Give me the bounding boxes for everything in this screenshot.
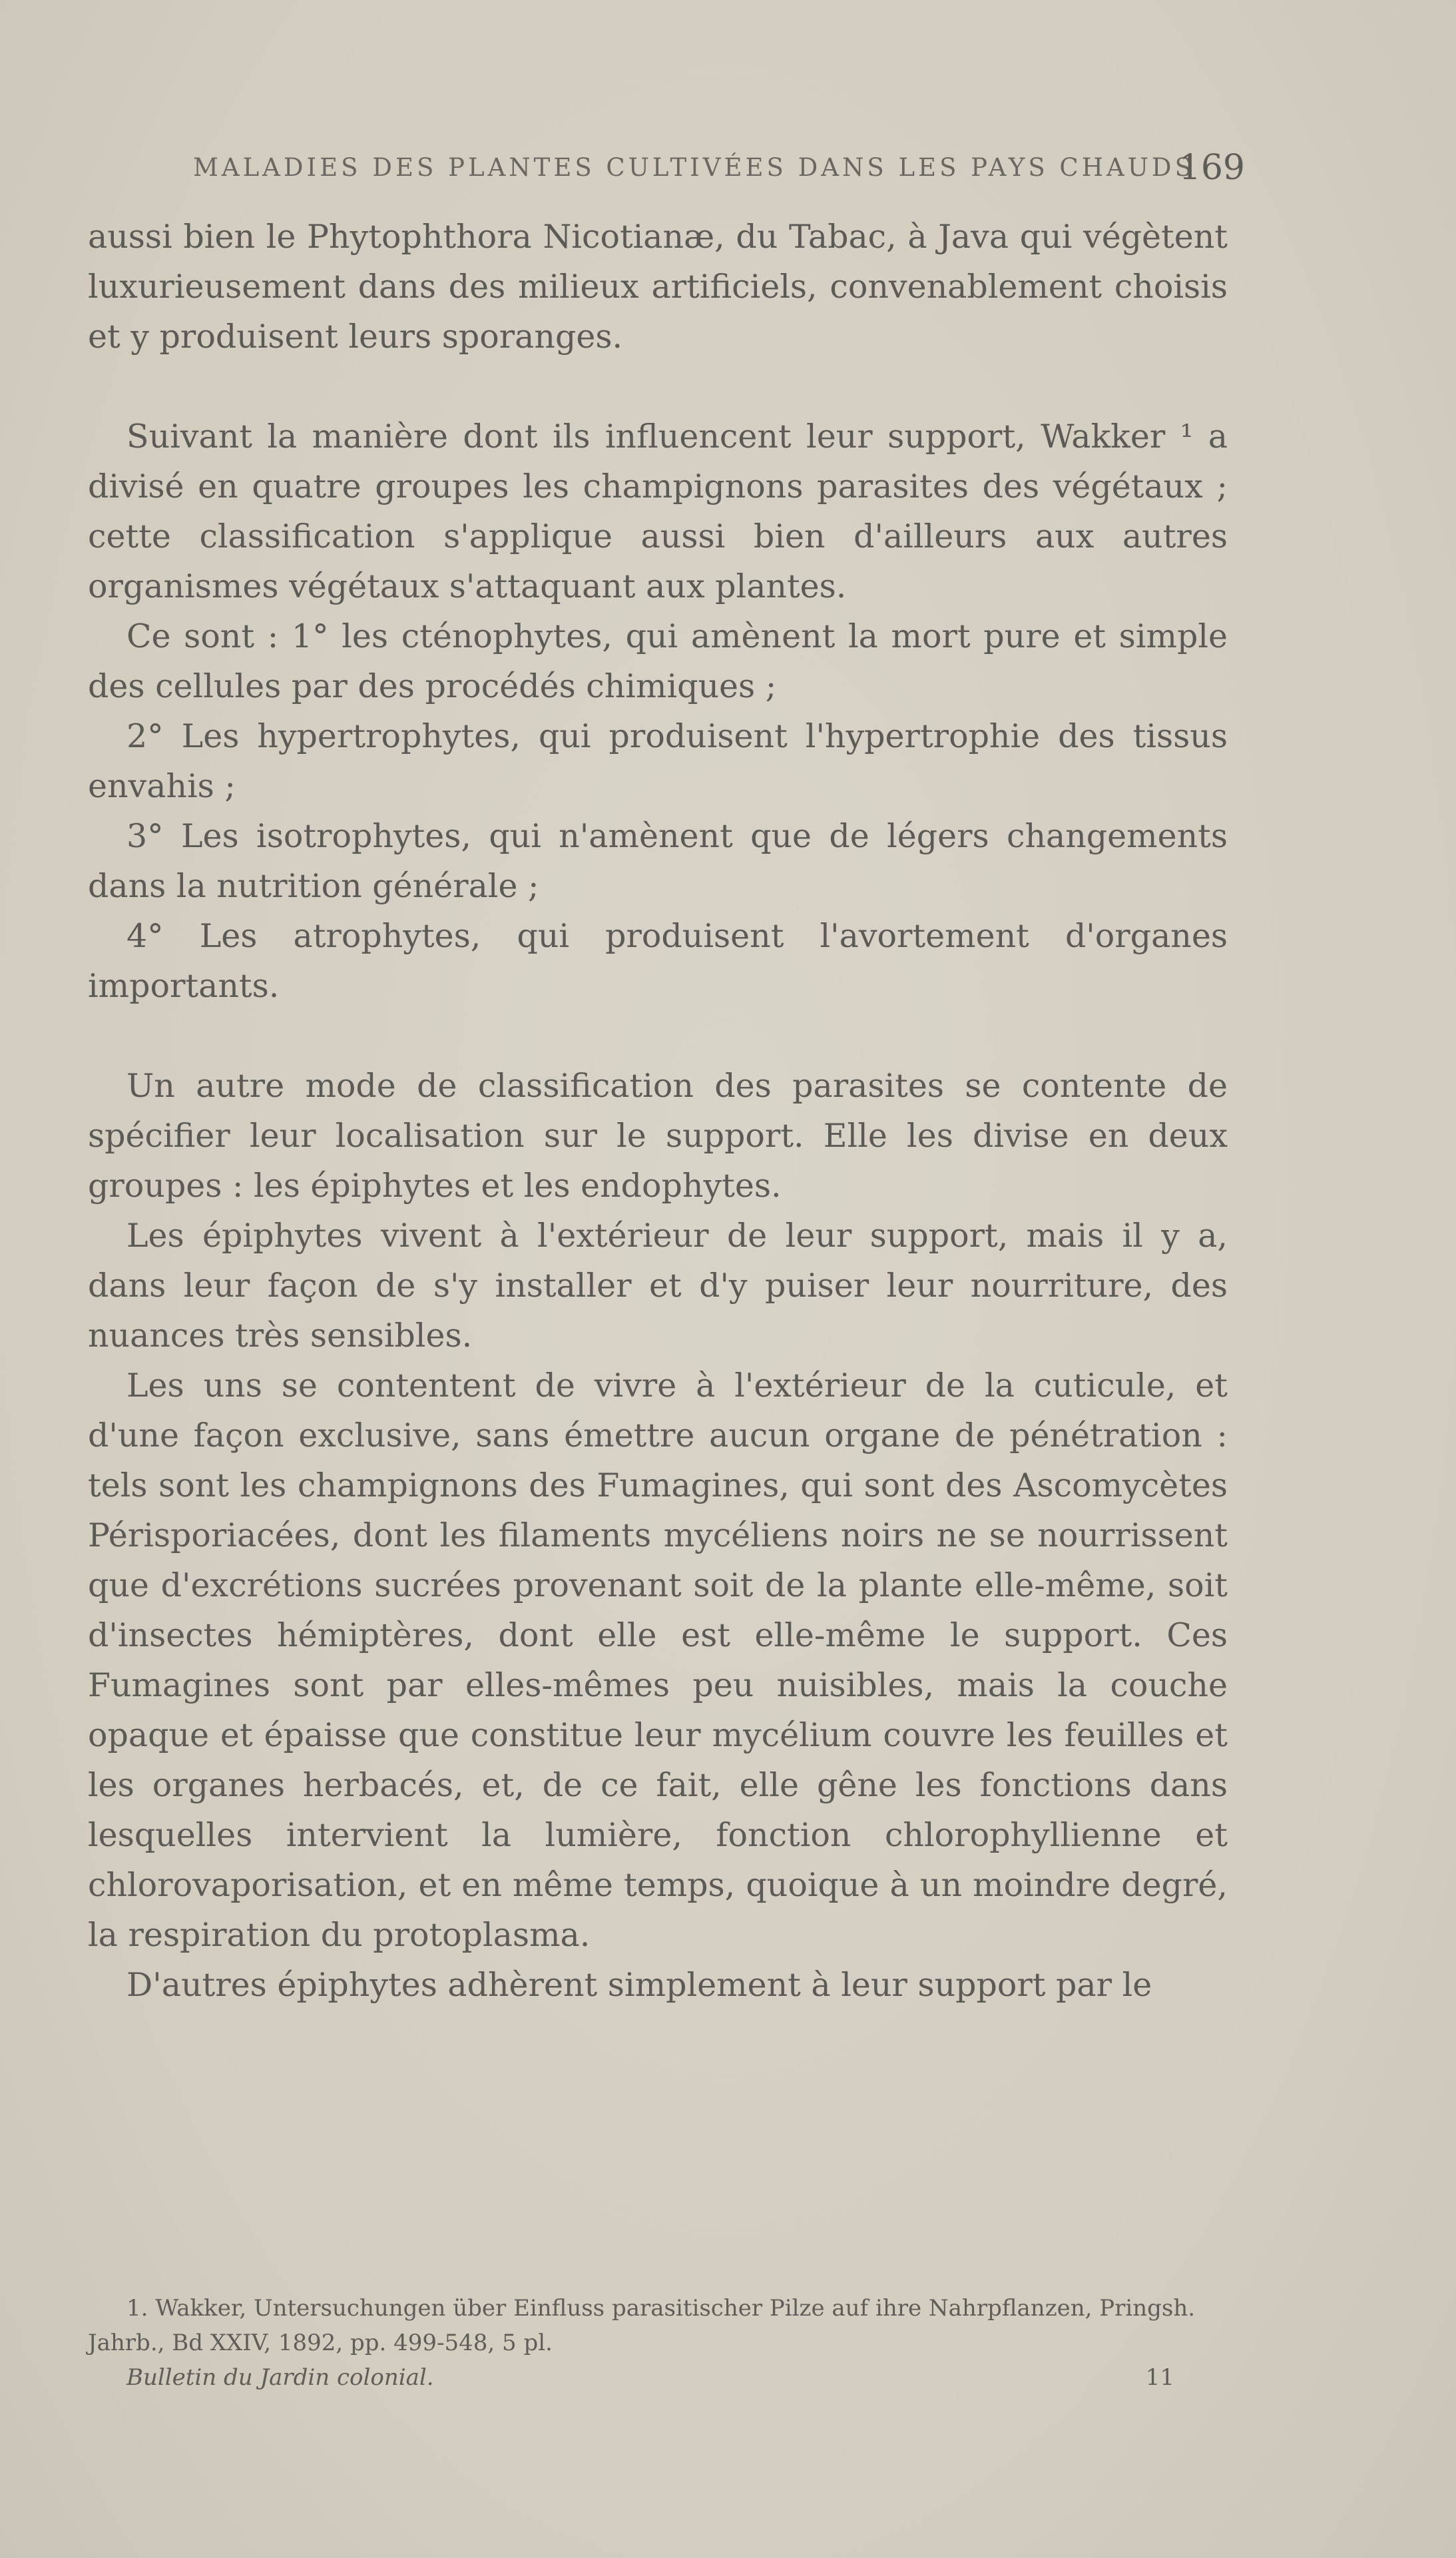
body-text	[88, 212, 1228, 2010]
signature-title: Bulletin du Jardin colonial.	[126, 2364, 434, 2391]
paragraph: 3° Les isotrophytes, qui n'amènent que de légers changements dans la nutrition générale ;	[88, 817, 1228, 905]
paragraph: Les épiphytes vivent à l'extérieur de leur support, mais il y a, dans leur façon de s'y installer et d'y puiser leur nourriture, des nuances très sensibles.	[88, 1217, 1228, 1355]
page-number: 169	[1178, 148, 1245, 188]
paragraph: 4° Les atrophytes, qui produisent l'avortement d'organes importants.	[88, 917, 1228, 1005]
paragraph: Les uns se contentent de vivre à l'extérieur de la cuticule, et d'une façon exclusive, sans émettre aucun organe de pénétration : tels sont les champignons des Fumagines, qui sont des Ascomycètes Périsporiacées, dont les filaments mycéliens noirs ne se nourrissent que d'excrétions sucrées provenant soit de la plante elle-même, soit d'insectes hémiptères, dont elle est elle-même le support. Ces Fumagines sont par elles-mêmes peu nuisibles, mais la couche opaque et épaisse que constitue leur mycélium couvre les feuilles et les organes herbacés, et, de ce fait, elle gêne les fonctions dans lesquelles intervient la lumière, fonction chlorophyllienne et chlorovaporisation, et en même temps, quoique à un moindre degré, la respiration du protoplasma.	[88, 1367, 1228, 1954]
paragraph: D'autres épiphytes adhèrent simplement à leur support par le	[126, 1966, 1152, 2004]
paragraph: aussi bien le Phytophthora Nicotianæ, du Tabac, à Java qui végètent luxurieusement dans des milieux artificiels, convenablement choisis et y produisent leurs sporanges.	[88, 218, 1228, 356]
running-head: MALADIES DES PLANTES CULTIVÉES DANS LES PAYS CHAUDS	[193, 153, 1195, 182]
paragraph: Un autre mode de classification des parasites se contente de spécifier leur localisation sur le support. Elle les divise en deux groupes : les épiphytes et les endophytes.	[88, 1067, 1228, 1205]
paragraph: Suivant la manière dont ils influencent leur support, Wakker ¹ a divisé en quatre groupes les champignons parasites des végétaux ; cette classification s'applique aussi bien d'ailleurs aux autres organismes végétaux s'attaquant aux plantes.	[88, 418, 1228, 605]
printer-signature	[88, 2360, 1228, 2395]
paragraph: 2° Les hypertrophytes, qui produisent l'hypertrophie des tissus envahis ;	[88, 717, 1228, 805]
page-header	[186, 148, 1245, 194]
paragraph: Ce sont : 1° les cténophytes, qui amènent la mort pure et simple des cellules par des procédés chimiques ;	[88, 617, 1228, 705]
sheet-number: 11	[1145, 2364, 1174, 2391]
footnote-text: 1. Wakker, Untersuchungen über Einfluss parasitischer Pilze auf ihre Nahrpflanzen, Pringsh. Jahrb., Bd XXIV, 1892, pp. 499-548, 5 pl.	[88, 2295, 1196, 2356]
footnote	[88, 2291, 1228, 2395]
